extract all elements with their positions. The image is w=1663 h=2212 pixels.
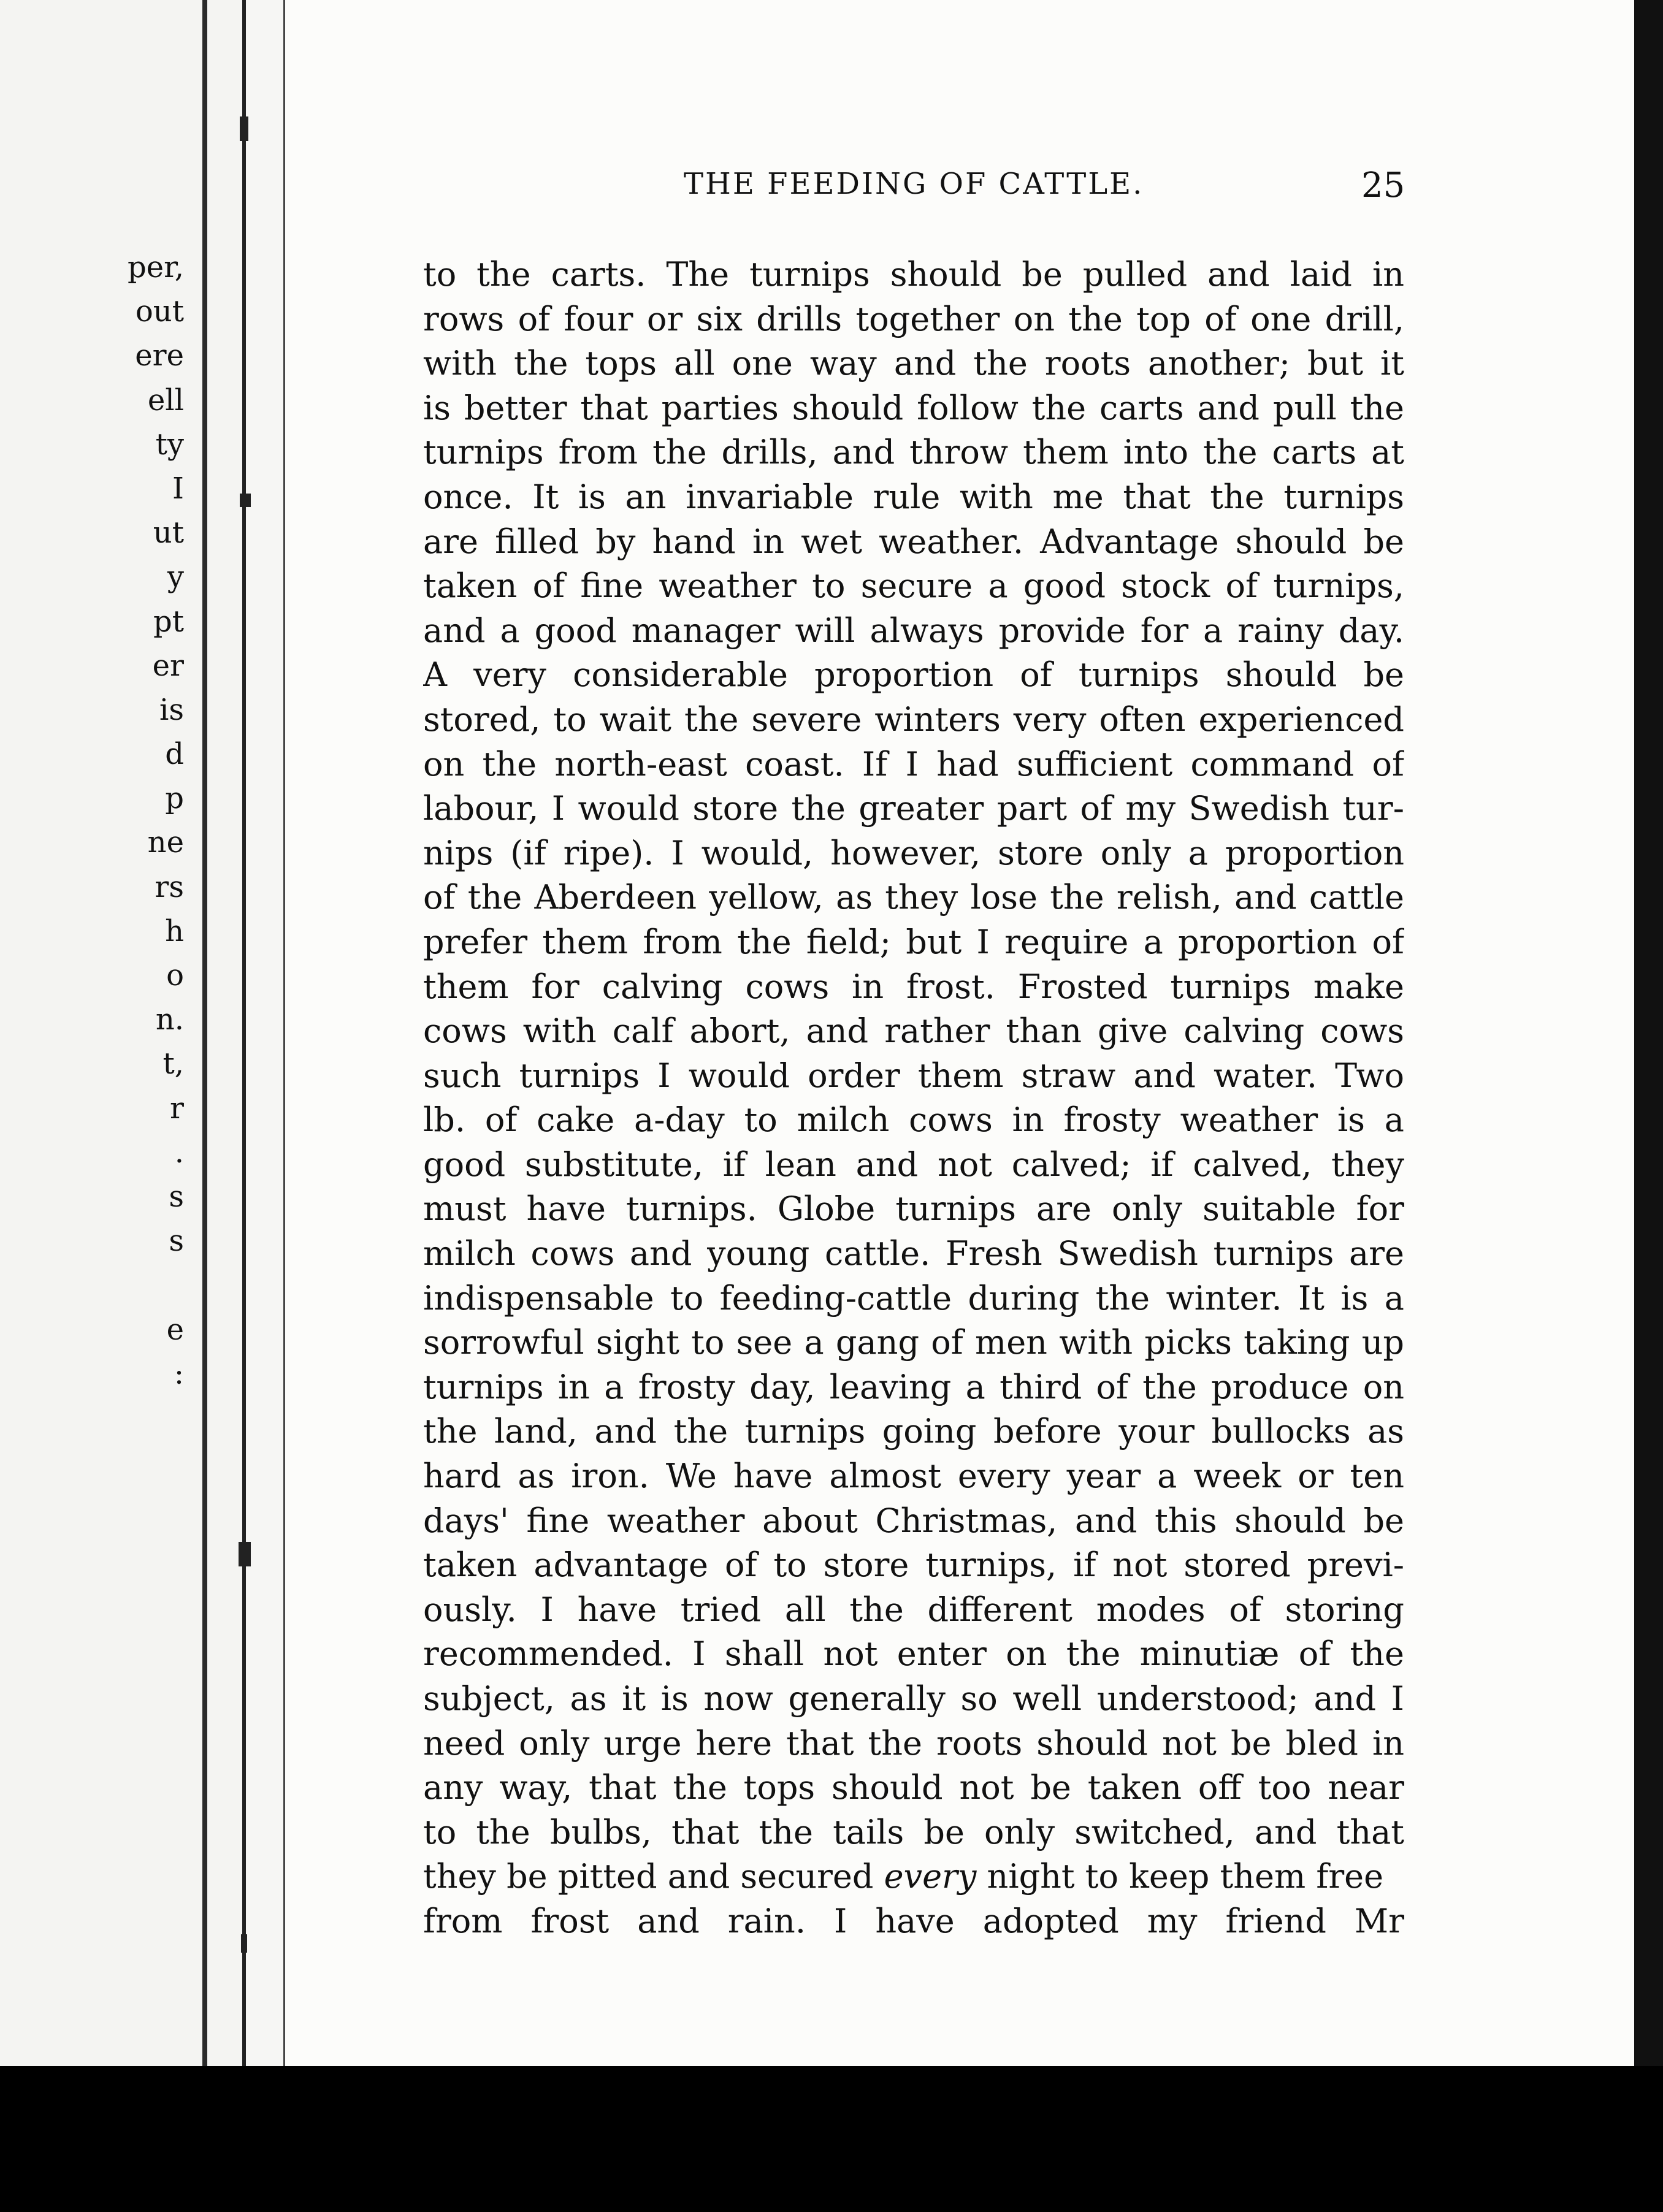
facing-page-fragment: e (166, 1312, 184, 1347)
text-line: with the tops all one way and the roots another; but it (423, 344, 1404, 383)
facing-page-fragment: ty (155, 427, 184, 462)
facing-page-fragment (0, 1263, 184, 1307)
italic-word: every (884, 1857, 977, 1896)
facing-page-fragment: t, (162, 1047, 184, 1081)
text-line: days' fine weather about Christmas, and this should be (423, 1501, 1404, 1540)
text-line: must have turnips. Globe turnips are only suitable for (423, 1189, 1404, 1229)
text-line: cows with calf abort, and rather than give calving cows (423, 1012, 1404, 1051)
facing-page-edge (0, 0, 242, 2212)
text-line: on the north-east coast. If I had sufficient command of (423, 744, 1404, 784)
text-line: need only urge here that the roots should not be bled in (423, 1723, 1404, 1763)
page-edge-shadow (1634, 0, 1663, 2212)
text-line: from frost and rain. I have adopted my friend Mr (423, 1901, 1404, 1940)
facing-page-fragment: : (174, 1356, 184, 1391)
text-line: milch cows and young cattle. Fresh Swedish turnips are (423, 1234, 1404, 1273)
facing-page-fragment: is (159, 692, 184, 727)
binding-mark (240, 494, 251, 507)
text-span: night to keep them free (976, 1857, 1384, 1896)
facing-page-fragment: pt (153, 604, 184, 639)
text-line: nips (if ripe). I would, however, store only a proportion (423, 833, 1404, 872)
facing-page-fragment: ere (135, 338, 184, 373)
facing-page-fragment: p (165, 781, 184, 816)
body-text (423, 253, 1404, 1944)
text-line: good substitute, if lean and not calved; if calved, they (423, 1145, 1404, 1184)
scan-bottom-shadow (0, 2066, 1663, 2212)
text-line: are filled by hand in wet weather. Advantage should be (423, 522, 1404, 561)
facing-page-fragment: o (166, 958, 184, 993)
book-gutter (242, 0, 285, 2212)
facing-page-fragment: ne (147, 825, 184, 860)
facing-page-fragment: ut (153, 516, 184, 551)
facing-page-fragment: s (169, 1224, 184, 1259)
text-line: to the bulbs, that the tails be only switched, and that (423, 1812, 1404, 1852)
facing-page-fragment: s (169, 1179, 184, 1214)
facing-page-fragment: . (174, 1135, 184, 1170)
binding-mark (239, 1542, 251, 1566)
facing-page-fragment: ell (147, 383, 184, 418)
text-line: once. It is an invariable rule with me that the turnips (423, 477, 1404, 516)
text-line: is better that parties should follow the carts and pull the (423, 388, 1404, 427)
text-line: lb. of cake a-day to milch cows in frosty weather is a (423, 1100, 1404, 1140)
text-line: ously. I have tried all the different modes of storing (423, 1590, 1404, 1629)
text-line: the land, and the turnips going before your bullocks as (423, 1412, 1404, 1451)
text-line: prefer them from the field; but I require a proportion of (423, 922, 1404, 961)
facing-page-fragment: y (167, 560, 184, 595)
text-line: rows of four or six drills together on the top of one drill, (423, 299, 1404, 338)
binding-mark (240, 116, 248, 141)
facing-page-fragment: out (135, 294, 184, 329)
facing-page-fragment: n. (155, 1002, 184, 1037)
text-line: of the Aberdeen yellow, as they lose the relish, and cattle (423, 878, 1404, 917)
text-line: and a good manager will always provide for a rainy day. (423, 611, 1404, 650)
running-title: THE FEEDING OF CATTLE. (684, 167, 1144, 201)
text-line: A very considerable proportion of turnips should be (423, 655, 1404, 695)
text-line: turnips in a frosty day, leaving a third of the produce on (423, 1367, 1404, 1406)
text-line: taken of fine weather to secure a good stock of turnips, (423, 566, 1404, 606)
text-line: turnips from the drills, and throw them into the carts at (423, 433, 1404, 472)
facing-page-fragment: I (172, 471, 184, 506)
text-line: labour, I would store the greater part of my Swedish tur- (423, 789, 1404, 828)
text-line: taken advantage of to store turnips, if not stored previ- (423, 1546, 1404, 1585)
text-line: subject, as it is now generally so well understood; and I (423, 1679, 1404, 1718)
facing-page-fragment: per, (127, 250, 184, 284)
text-line: such turnips I would order them straw and water. Two (423, 1056, 1404, 1095)
text-line: to the carts. The turnips should be pulled and laid in (423, 255, 1404, 294)
text-line: indispensable to feeding-cattle during the winter. It is a (423, 1278, 1404, 1318)
facing-page-fragment: d (165, 737, 184, 772)
page-number: 25 (1361, 166, 1405, 205)
facing-page-fragment: rs (155, 869, 184, 904)
facing-page-fragment: er (152, 648, 184, 683)
text-line: recommended. I shall not enter on the minutiæ of the (423, 1634, 1404, 1674)
text-span: they be pitted and secured (423, 1857, 884, 1896)
text-line: hard as iron. We have almost every year a week or ten (423, 1457, 1404, 1496)
facing-page-text-fragments (0, 245, 184, 1396)
binding-mark (241, 1934, 247, 1953)
text-line (423, 1855, 1404, 1899)
facing-page-fragment: r (170, 1091, 184, 1126)
text-line: sorrowful sight to see a gang of men with picks taking up (423, 1323, 1404, 1362)
facing-page-fragment: h (165, 913, 184, 948)
text-line: stored, to wait the severe winters very often experienced (423, 700, 1404, 739)
page-fold-line (202, 0, 207, 2212)
text-line: them for calving cows in frost. Frosted turnips make (423, 967, 1404, 1006)
text-line: any way, that the tops should not be taken off too near (423, 1768, 1404, 1807)
